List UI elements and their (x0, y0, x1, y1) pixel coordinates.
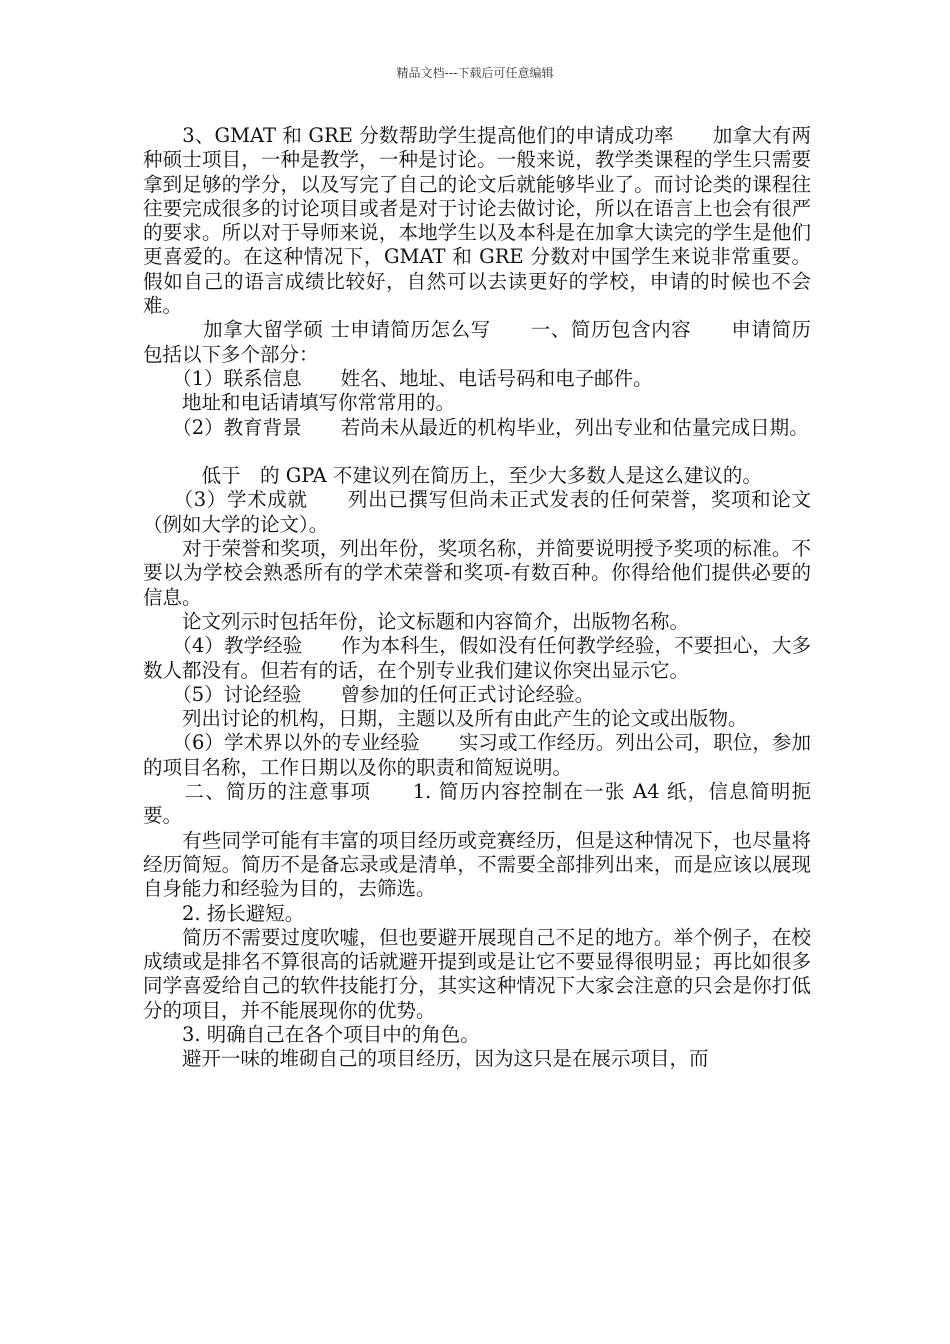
page-header: 精品文档---下载后可任意编辑 (396, 66, 554, 80)
paragraph: 2. 扬长避短。 (143, 901, 305, 925)
paragraph: 地址和电话请填写你常常用的。 (143, 391, 456, 415)
document-body (143, 124, 811, 1072)
paragraph: 避开一味的堆砌自己的项目经历，因为这只是在展示项目，而 (143, 1047, 709, 1071)
paragraph: 有些同学可能有丰富的项目经历或竞赛经历，但是这种情况下，也尽量将经历简短。简历不是备忘录或是清单，不需要全部排列出来，而是应该以展现自身能力和经验为目的，去筛选。 (143, 828, 811, 901)
paragraph: 低于 的 GPA 不建议列在简历上，至少大多数人是这么建议的。 (143, 464, 762, 488)
paragraph: （6）学术界以外的专业经验 实习或工作经历。列出公司，职位，参加的项目名称，工作日期以及你的职责和简短说明。 (143, 731, 811, 779)
paragraph: 二、简历的注意事项 1. 简历内容控制在一张 A4 纸，信息简明扼要。 (143, 780, 811, 828)
paragraph: （3）学术成就 列出已撰写但尚未正式发表的任何荣誉，奖项和论文（例如大学的论文）。 (143, 488, 811, 536)
blank-paragraph (143, 440, 811, 464)
paragraph: （1）联系信息 姓名、地址、电话号码和电子邮件。 (143, 366, 653, 390)
paragraph: 加拿大留学硕 士申请简历怎么写 一、简历包含内容 申请简历包括以下多个部分： (143, 318, 811, 366)
paragraph: 简历不需要过度吹嘘，但也要避开展现自己不足的地方。举个例子，在校成绩或是排名不算很高的话就避开提到或是让它不要显得很明显；再比如很多同学喜爱给自己的软件技能打分，其实这种情况下大家会注意的只会是你打低分的项目，并不能展现你的优势。 (143, 925, 811, 1022)
paragraph: 3. 明确自己在各个项目中的角色。 (143, 1022, 480, 1046)
paragraph: 论文列示时包括年份，论文标题和内容简介，出版物名称。 (143, 609, 690, 633)
paragraph: 3、GMAT 和 GRE 分数帮助学生提高他们的申请成功率 加拿大有两种硕士项目，一种是教学，一种是讨论。一般来说，教学类课程的学生只需要拿到足够的学分，以及写完了自己的论文后就能够毕业了。而讨论类的课程往往要完成很多的讨论项目或者是对于讨论去做讨论，所以在语言上也会有很严的要求。所以对于导师来说，本地学生以及本科是在加拿大读完的学生是他们更喜爱的。在这种情况下，GMAT 和 GRE 分数对中国学生来说非常重要。假如自己的语言成绩比较好，自然可以去读更好的学校，申请的时候也不会难。 (143, 124, 811, 318)
paragraph: （5）讨论经验 曾参加的任何正式讨论经验。 (143, 682, 595, 706)
paragraph: 列出讨论的机构，日期，主题以及所有由此产生的论文或出版物。 (143, 707, 748, 731)
paragraph: （4）教学经验 作为本科生，假如没有任何教学经验，不要担心，大多数人都没有。但若有的话，在个别专业我们建议你突出显示它。 (143, 634, 811, 682)
paragraph: 对于荣誉和奖项，列出年份，奖项名称，并简要说明授予奖项的标准。不要以为学校会熟悉所有的学术荣誉和奖项-有数百种。你得给他们提供必要的信息。 (143, 537, 811, 609)
paragraph: （2）教育背景 若尚未从最近的机构毕业，列出专业和估量完成日期。 (143, 415, 809, 439)
